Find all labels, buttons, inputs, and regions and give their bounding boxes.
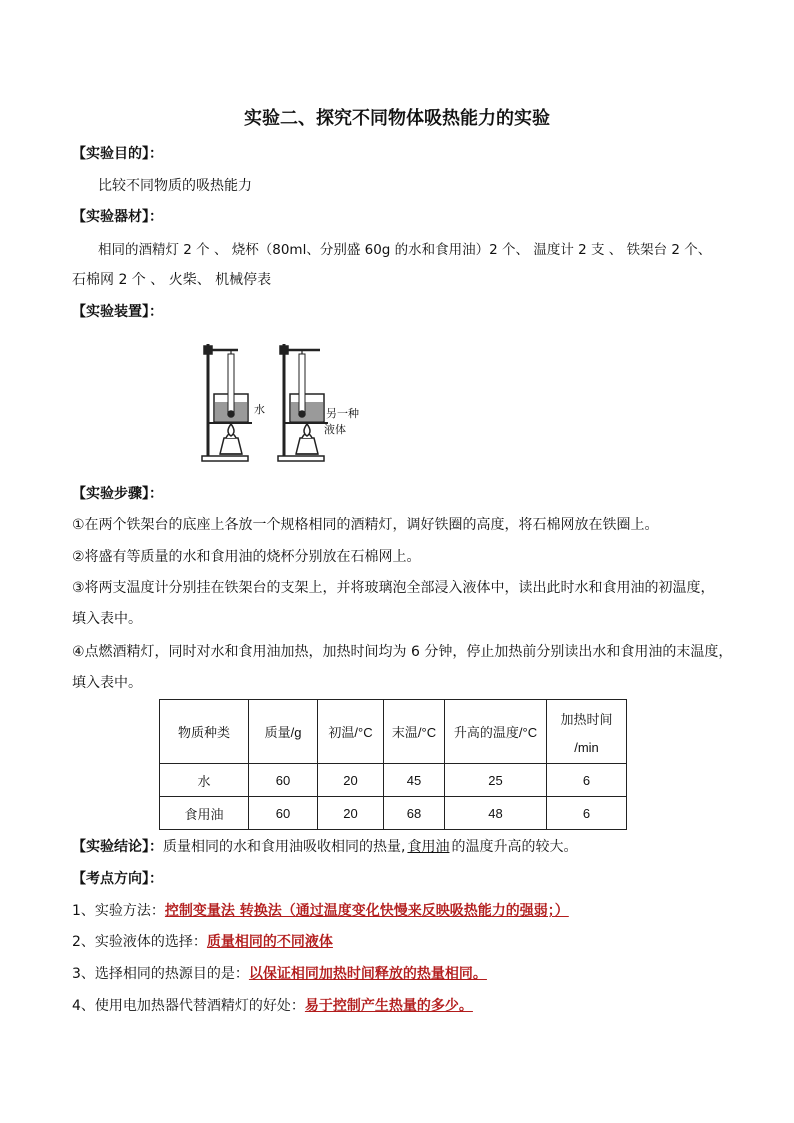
step-3-line-2: 填入表中。 <box>72 611 142 627</box>
label-other-liquid-1: 另一种 <box>326 407 359 420</box>
cell-initial-temp: 20 <box>318 764 384 797</box>
cell-temp-rise: 25 <box>445 764 547 797</box>
keypoint-2 <box>72 932 333 952</box>
table-row <box>160 764 627 797</box>
header-heating-time-line2: /min <box>574 739 599 755</box>
results-table <box>159 699 627 830</box>
header-initial-temp: 初温/°C <box>318 700 384 764</box>
conclusion-answer: 食用油 <box>407 839 450 855</box>
cell-substance: 水 <box>160 764 249 797</box>
keypoint-question: 3、选择相同的热源目的是： <box>72 966 249 982</box>
keypoint-3 <box>72 964 487 984</box>
cell-initial-temp: 20 <box>318 797 384 830</box>
table-row <box>160 797 627 830</box>
keypoint-answer: 质量相同的不同液体 <box>206 934 333 950</box>
step-2: ②将盛有等质量的水和食用油的烧杯分别放在石棉网上。 <box>72 549 421 565</box>
steps-heading: 【实验步骤】： <box>72 486 163 502</box>
label-other-liquid-2: 液体 <box>324 423 346 436</box>
header-mass: 质量/g <box>249 700 318 764</box>
table-header-row <box>160 700 627 764</box>
step-1: ①在两个铁架台的底座上各放一个规格相同的酒精灯，调好铁圈的高度，将石棉网放在铁圈上。 <box>72 517 659 533</box>
keypoint-question: 1、实验方法： <box>72 903 165 919</box>
equipment-line-2: 石棉网 2 个 、 火柴、 机械停表 <box>72 272 272 288</box>
cell-mass: 60 <box>249 797 318 830</box>
purpose-heading: 【实验目的】： <box>72 146 163 162</box>
cell-heating-time: 6 <box>547 764 627 797</box>
keypoint-answer: 以保证相同加热时间释放的热量相同。 <box>248 966 487 982</box>
cell-heating-time: 6 <box>547 797 627 830</box>
label-water: 水 <box>254 403 265 416</box>
equipment-heading: 【实验器材】： <box>72 209 163 225</box>
step-4-line-2: 填入表中。 <box>72 675 142 691</box>
header-heating-time <box>547 700 627 764</box>
page-title: 实验二、探究不同物体吸热能力的实验 <box>244 108 550 129</box>
purpose-text: 比较不同物质的吸热能力 <box>98 178 252 194</box>
conclusion-heading: 【实验结论】： <box>72 839 163 855</box>
header-final-temp: 末温/°C <box>384 700 445 764</box>
conclusion-line <box>72 837 577 857</box>
cell-mass: 60 <box>249 764 318 797</box>
right-apparatus <box>278 344 328 461</box>
step-4-line-1: ④点燃酒精灯，同时对水和食用油加热，加热时间均为 6 分钟，停止加热前分别读出水和食用油的末温度， <box>72 644 733 660</box>
keypoint-question: 2、实验液体的选择： <box>72 934 207 950</box>
keypoint-answer: 易于控制产生热量的多少。 <box>304 998 473 1014</box>
conclusion-text-pre: 质量相同的水和食用油吸收相同的热量, <box>163 839 406 855</box>
equipment-line-1: 相同的酒精灯 2 个 、 烧杯（80ml、分别盛 60g 的水和食用油）2 个、 温度计 2 支 、 铁架台 2 个、 <box>98 242 712 258</box>
cell-temp-rise: 48 <box>445 797 547 830</box>
keypoint-answer: 控制变量法 转换法（通过温度变化快慢来反映吸热能力的强弱；） <box>164 903 569 919</box>
step-3-line-1: ③将两支温度计分别挂在铁架台的支架上，并将玻璃泡全部浸入液体中，读出此时水和食用油的初温度， <box>72 580 715 596</box>
keypoint-4 <box>72 996 473 1016</box>
header-heating-time-line1: 加热时间 <box>560 711 613 727</box>
conclusion-text-post: 的温度升高的较大。 <box>451 839 578 855</box>
keypoint-question: 4、使用电加热器代替酒精灯的好处： <box>72 998 305 1014</box>
header-substance: 物质种类 <box>160 700 249 764</box>
cell-final-temp: 68 <box>384 797 445 830</box>
cell-substance: 食用油 <box>160 797 249 830</box>
left-apparatus <box>202 344 252 461</box>
keypoint-1 <box>72 901 569 921</box>
apparatus-diagram <box>198 340 368 466</box>
keypoints-heading: 【考点方向】： <box>72 871 163 887</box>
cell-final-temp: 45 <box>384 764 445 797</box>
header-temp-rise: 升高的温度/°C <box>445 700 547 764</box>
apparatus-heading: 【实验装置】： <box>72 304 163 320</box>
